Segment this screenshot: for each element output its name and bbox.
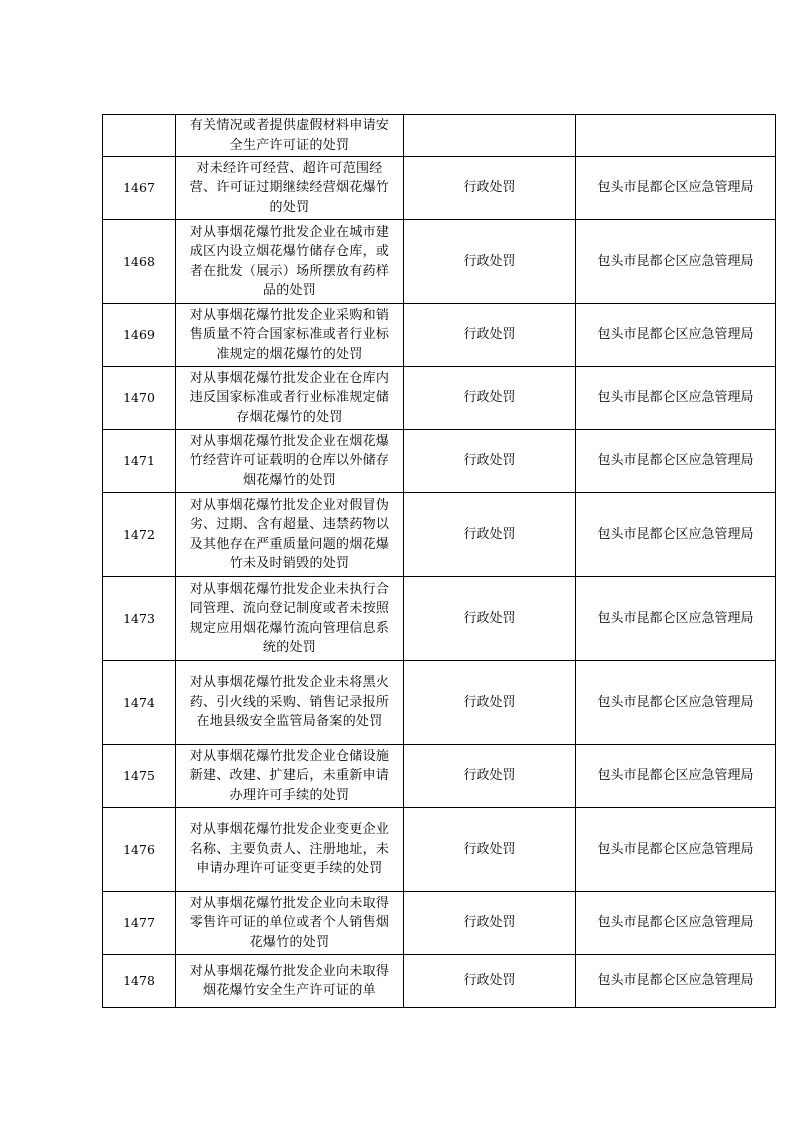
item-number: 1467 [103,157,176,220]
item-type [404,115,576,157]
item-number: 1473 [103,577,176,661]
item-department: 包头市昆都仑区应急管理局 [576,745,776,808]
item-department: 包头市昆都仑区应急管理局 [576,157,776,220]
item-name: 对从事烟花爆竹批发企业变更企业名称、主要负责人、注册地址，未申请办理许可证变更手续的处罚 [176,808,404,892]
item-name: 对从事烟花爆竹批发企业在烟花爆竹经营许可证载明的仓库以外储存烟花爆竹的处罚 [176,430,404,493]
item-department: 包头市昆都仑区应急管理局 [576,304,776,367]
table-row [103,367,776,430]
item-department: 包头市昆都仑区应急管理局 [576,808,776,892]
item-type: 行政处罚 [404,304,576,367]
item-name: 对从事烟花爆竹批发企业向未取得烟花爆竹安全生产许可证的单 [176,955,404,1008]
item-department: 包头市昆都仑区应急管理局 [576,892,776,955]
item-department: 包头市昆都仑区应急管理局 [576,577,776,661]
document-page-table-area [102,114,775,1008]
item-department: 包头市昆都仑区应急管理局 [576,661,776,745]
item-number: 1474 [103,661,176,745]
table-row [103,808,776,892]
item-number: 1478 [103,955,176,1008]
item-department: 包头市昆都仑区应急管理局 [576,430,776,493]
item-number: 1472 [103,493,176,577]
table-row [103,220,776,304]
item-name: 对从事烟花爆竹批发企业未执行合同管理、流向登记制度或者未按照规定应用烟花爆竹流向管理信息系统的处罚 [176,577,404,661]
item-type: 行政处罚 [404,745,576,808]
table-row [103,661,776,745]
item-type: 行政处罚 [404,367,576,430]
item-department: 包头市昆都仑区应急管理局 [576,220,776,304]
item-department: 包头市昆都仑区应急管理局 [576,493,776,577]
table-row [103,745,776,808]
item-number: 1470 [103,367,176,430]
item-number: 1469 [103,304,176,367]
item-type: 行政处罚 [404,955,576,1008]
item-name: 对未经许可经营、超许可范围经营、许可证过期继续经营烟花爆竹的处罚 [176,157,404,220]
item-type: 行政处罚 [404,892,576,955]
table-row [103,892,776,955]
item-number: 1477 [103,892,176,955]
item-number: 1468 [103,220,176,304]
item-type: 行政处罚 [404,157,576,220]
table-row [103,115,776,157]
item-number: 1476 [103,808,176,892]
penalty-items-table [102,114,776,1008]
item-name: 对从事烟花爆竹批发企业采购和销售质量不符合国家标准或者行业标准规定的烟花爆竹的处罚 [176,304,404,367]
item-type: 行政处罚 [404,220,576,304]
table-row [103,430,776,493]
table-row [103,955,776,1008]
item-name: 有关情况或者提供虚假材料申请安全生产许可证的处罚 [176,115,404,157]
item-name: 对从事烟花爆竹批发企业在仓库内违反国家标准或者行业标准规定储存烟花爆竹的处罚 [176,367,404,430]
item-type: 行政处罚 [404,808,576,892]
item-type: 行政处罚 [404,493,576,577]
item-name: 对从事烟花爆竹批发企业仓储设施新建、改建、扩建后，未重新申请办理许可手续的处罚 [176,745,404,808]
item-type: 行政处罚 [404,430,576,493]
item-name: 对从事烟花爆竹批发企业向未取得零售许可证的单位或者个人销售烟花爆竹的处罚 [176,892,404,955]
table-row [103,157,776,220]
item-name: 对从事烟花爆竹批发企业未将黑火药、引火线的采购、销售记录报所在地县级安全监管局备案的处罚 [176,661,404,745]
item-department: 包头市昆都仑区应急管理局 [576,955,776,1008]
item-name: 对从事烟花爆竹批发企业在城市建成区内设立烟花爆竹储存仓库，或者在批发（展示）场所摆放有药样品的处罚 [176,220,404,304]
table-row [103,304,776,367]
item-number: 1475 [103,745,176,808]
table-row [103,577,776,661]
item-type: 行政处罚 [404,661,576,745]
item-number: 1471 [103,430,176,493]
table-row [103,493,776,577]
item-name: 对从事烟花爆竹批发企业对假冒伪劣、过期、含有超量、违禁药物以及其他存在严重质量问题的烟花爆竹未及时销毁的处罚 [176,493,404,577]
item-department: 包头市昆都仑区应急管理局 [576,367,776,430]
item-type: 行政处罚 [404,577,576,661]
item-number [103,115,176,157]
item-department [576,115,776,157]
